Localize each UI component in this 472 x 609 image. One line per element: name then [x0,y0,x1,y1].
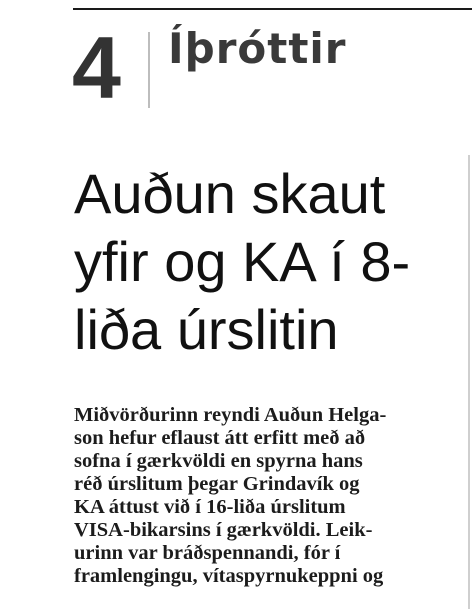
section-title: Íþróttir [168,24,347,73]
headline-line: yfir og KA í 8- [74,230,411,293]
body-line: VISA-bikarsins í gærkvöldi. Leik- [74,519,373,541]
headline-line: Auðun skaut [74,162,386,225]
body-line: Miðvörðurinn reyndi Auðun Helga- [74,404,387,426]
body-line: KA áttust við í 16-liða úrslitum [74,496,346,518]
body-line: son hefur eflaust átt erfitt með að [74,427,366,449]
top-rule [73,8,472,10]
article-body [74,404,466,588]
headline-line: liða úrslitin [74,298,339,361]
body-line: réð úrslitum þegar Grindavík og [74,473,360,495]
section-number: 4 [72,18,121,117]
column-rule [468,155,470,609]
body-line: urinn var bráðspennandi, fór í [74,542,341,564]
body-line: framlengingu, vítaspyrnukeppni og [74,565,384,587]
section-divider [148,32,150,108]
headline [74,160,464,364]
body-line: sofna í gærkvöldi en spyrna hans [74,450,363,472]
